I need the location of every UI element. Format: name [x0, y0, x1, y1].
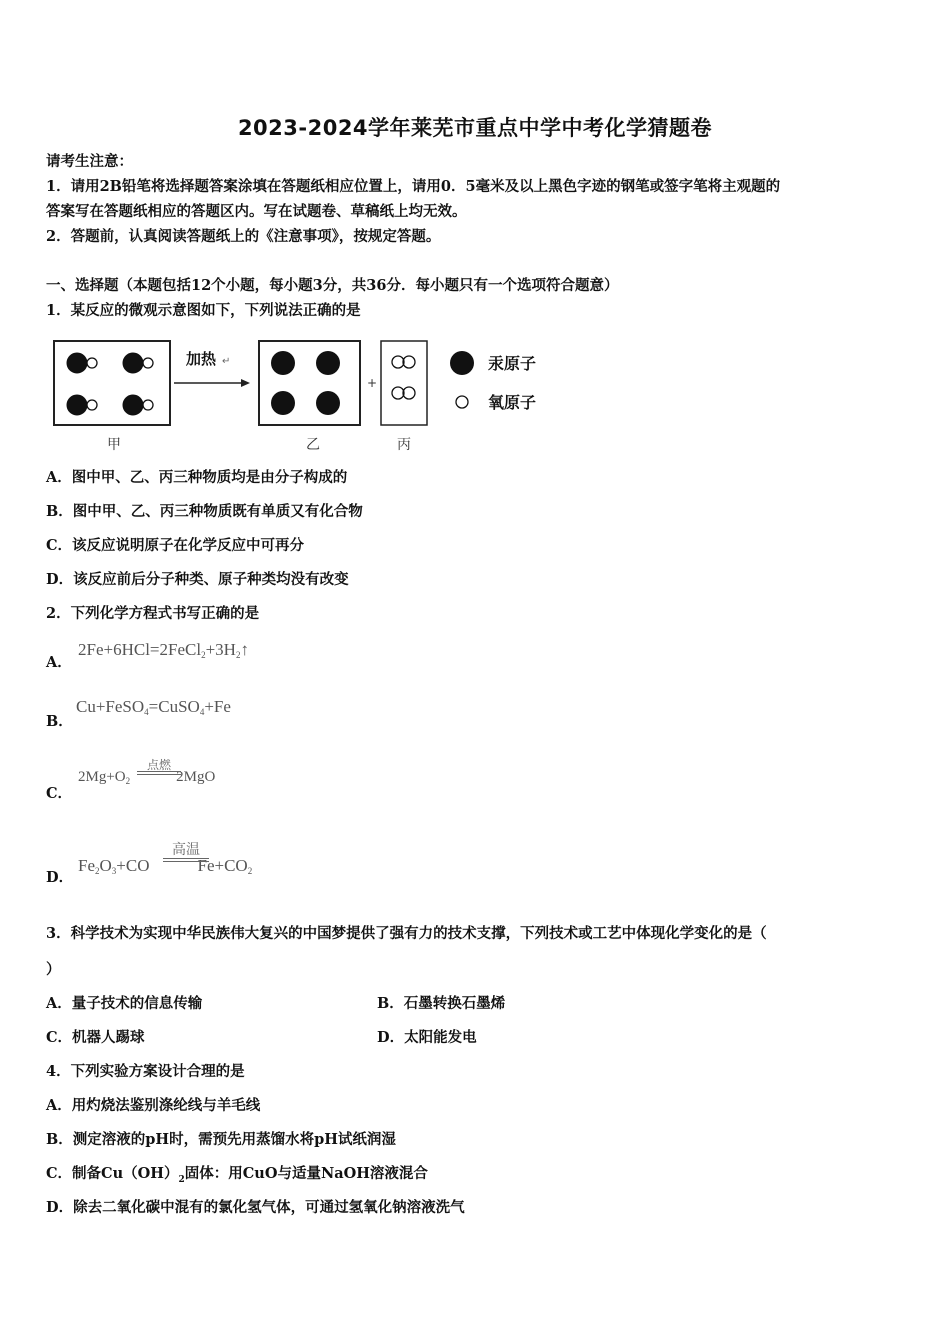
- q4-option-d: D．除去二氧化碳中混有的氯化氢气体，可通过氢氧化钠溶液洗气: [46, 1199, 465, 1216]
- q2-label-b: B．: [46, 713, 73, 730]
- q2-formula-a: $2Fe+6HCl=2FeCl_2+3H_2↑$: [78, 640, 249, 660]
- q1-option-d: D．该反应前后分子种类、原子种类均没有改变: [46, 571, 349, 588]
- q2-formula-c: $2Mg+O_2$ 2MgO: [78, 769, 216, 786]
- label-jia: 甲: [107, 437, 121, 453]
- label-yi: 乙: [306, 437, 320, 453]
- label-bing: 丙: [397, 437, 411, 453]
- legend-white-atom: [456, 396, 468, 408]
- mercury-atoms: [271, 351, 340, 415]
- legend-black-atom: [450, 351, 474, 375]
- q2-label-a: A．: [46, 654, 72, 671]
- q1-option-a: A．图中甲、乙、丙三种物质均是由分子构成的: [46, 469, 348, 486]
- oxygen-molecules: [392, 356, 415, 399]
- q2-formula-b: Cu+FeSO$_4$=CuSO$_4$+Fe: [76, 697, 231, 717]
- page-title: 2023-2024学年莱芜市重点中学中考化学猜题卷: [237, 116, 713, 140]
- q1-option-c: C．该反应说明原子在化学反应中可再分: [46, 537, 305, 554]
- q4-option-a: A．用灼烧法鉴别涤纶线与羊毛线: [46, 1097, 261, 1114]
- q4-stem: 4．下列实验方案设计合理的是: [46, 1063, 245, 1080]
- q2-label-c: C．: [46, 785, 73, 802]
- q2-label-d: D．: [46, 869, 74, 886]
- svg-text:↵: ↵: [222, 356, 231, 367]
- q2-c-condition: 点燃: [137, 759, 181, 775]
- molecule-hgo: [67, 353, 153, 415]
- heat-label: 加热: [186, 350, 217, 368]
- q1-option-b: B．图中甲、乙、丙三种物质既有单质又有化合物: [46, 503, 363, 520]
- notice-item-1-line-2: 答案写在答题纸相应的答题区内。写在试题卷、草稿纸上均无效。: [46, 203, 467, 220]
- q3-option-c: C．机器人踢球: [46, 1029, 145, 1046]
- q3-stem-line-1: 3．科学技术为实现中华民族伟大复兴的中国梦提供了强有力的技术支撑，下列技术或工艺中体现化学变化的是（: [46, 925, 767, 942]
- q4-option-b: B．测定溶液的pH时，需预先用蒸馏水将pH试纸润湿: [46, 1131, 396, 1148]
- q1-stem: 1．某反应的微观示意图如下，下列说法正确的是: [46, 302, 361, 319]
- plus-sign: +: [367, 376, 378, 390]
- q2-formula-d: $Fe_2O_3+CO$ $Fe+CO_2$: [78, 856, 253, 876]
- q2-stem: 2．下列化学方程式书写正确的是: [46, 605, 260, 622]
- q3-stem-line-2: ）: [46, 961, 61, 978]
- notice-item-2: 2．答题前，认真阅读答题纸上的《注意事项》，按规定答题。: [46, 228, 441, 245]
- legend-mercury: 汞原子: [488, 354, 537, 373]
- q3-option-b: B．石墨转换石墨烯: [377, 995, 506, 1012]
- reaction-diagram: [50, 335, 570, 460]
- box-yi: [259, 341, 360, 425]
- section-heading: 一、选择题（本题包括12个小题，每小题3分，共36分．每小题只有一个选项符合题意）: [46, 277, 619, 294]
- legend-oxygen: 氧原子: [488, 393, 537, 412]
- q3-option-a: A．量子技术的信息传输: [46, 995, 203, 1012]
- q2-d-condition: 高温: [163, 843, 209, 862]
- notice-item-1-line-1: 1．请用2B铅笔将选择题答案涂填在答题纸相应位置上，请用0．5毫米及以上黑色字迹的钢笔或签字笔将主观题的: [46, 178, 781, 195]
- q4-option-c: C．制备$Cu(OH)_2$固体：用CuO与适量NaOH溶液混合: [46, 1165, 428, 1185]
- box-bing: [381, 341, 427, 425]
- q3-option-d: D．太阳能发电: [377, 1029, 477, 1046]
- notice-heading: 请考生注意：: [46, 153, 133, 170]
